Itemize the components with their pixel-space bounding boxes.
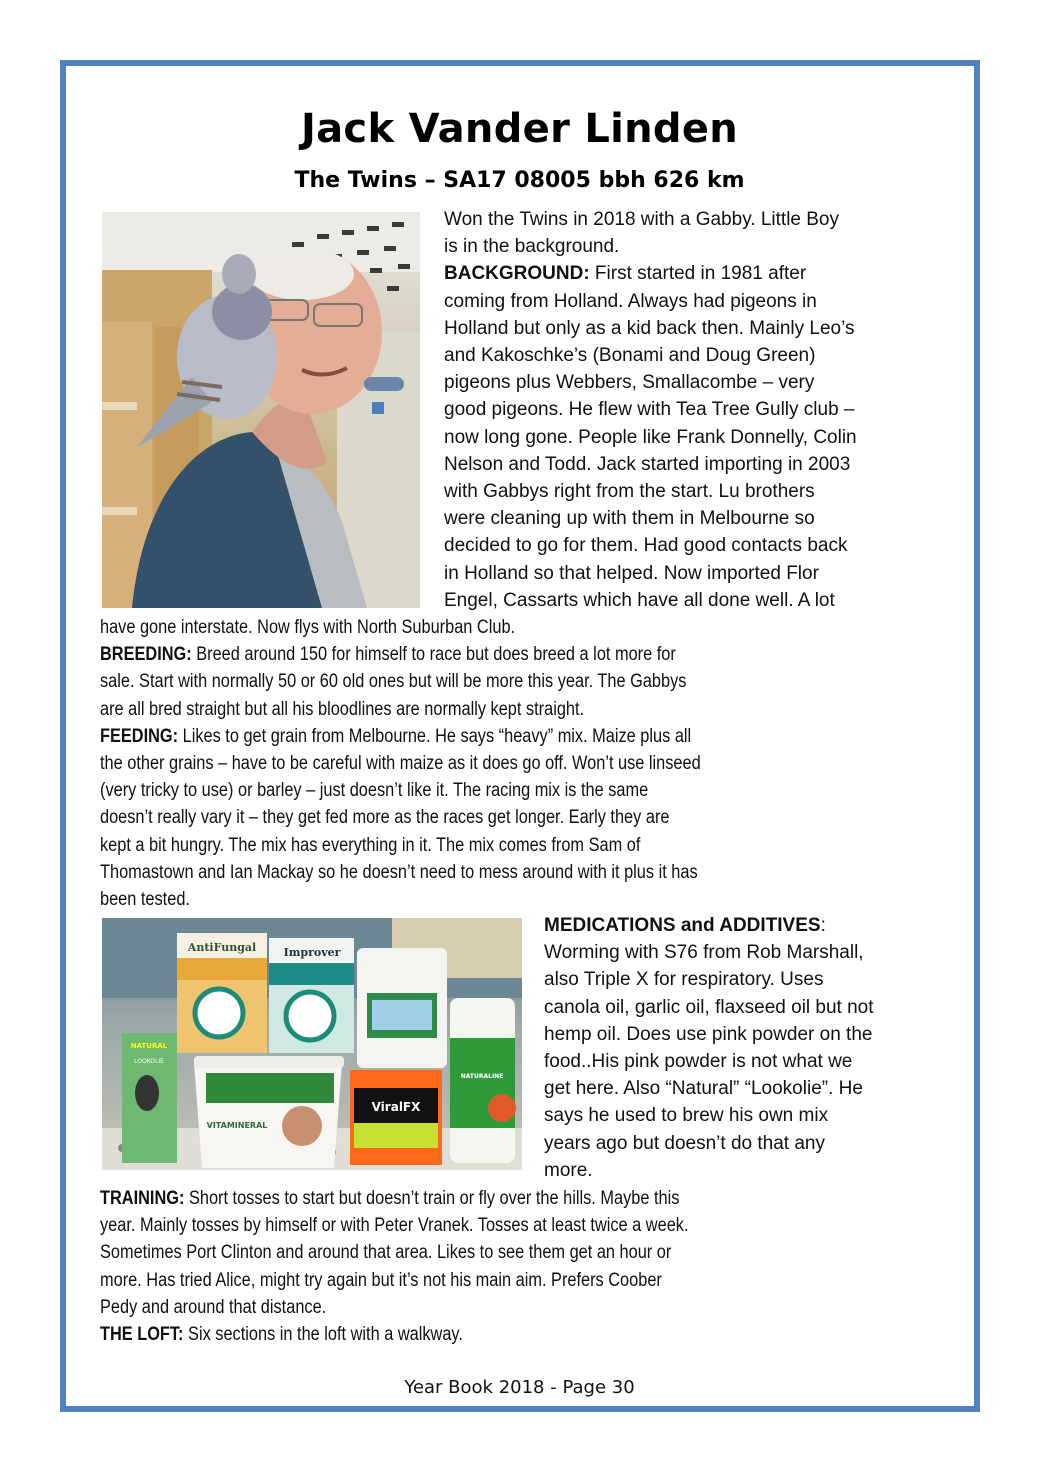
text-line: more. [544,1159,593,1181]
text-line: is in the background. [444,236,620,258]
text-line: pigeons plus Webbers, Smallacombe – very [444,372,815,394]
text-fragment: : [820,915,826,936]
text-fragment: Short tosses to start but doesn’t train or fly over the hills. Maybe this [184,1188,680,1209]
text-line: Sometimes Port Clinton and around that area. Likes to see them get an hour or [100,1242,672,1264]
product-label: NATURAL [130,1042,168,1050]
text-line: Nelson and Todd. Jack started importing in 2003 [444,453,851,475]
text-line: canola oil, garlic oil, flaxseed oil but not [544,996,874,1018]
full-width-text [100,1185,960,1348]
text-line: were cleaning up with them in Melbourne so [444,508,815,530]
section-heading-feeding: FEEDING: [100,725,179,747]
product-label: LOOKOLIE [134,1058,164,1065]
text-line: get here. Also “Natural” “Lookolie”. He [544,1078,863,1100]
product-label: ViralFX [371,1100,421,1114]
photo-man-with-pigeon-icon [102,212,420,608]
text-line: are all bred straight but all his bloodlines are normally kept straight. [100,698,585,720]
training-first-line [100,1185,960,1212]
text-line: in Holland so that helped. Now imported Flor [444,562,819,584]
text-line: kept a bit hungry. The mix has everything in it. The mix comes from Sam of [100,834,641,856]
text-line: doesn’t really vary it – they get fed more as the races get longer. Early they are [100,807,670,829]
text-fragment: First started in 1981 after [589,263,807,285]
page-footer: Year Book 2018 - Page 30 [404,1377,635,1398]
text-line: now long gone. People like Frank Donnelly, Colin [444,426,857,448]
text-line: Pedy and around that distance. [100,1296,327,1318]
full-width-text [100,614,960,913]
text-line: year. Mainly tosses by himself or with Peter Vranek. Tosses at least twice a week. [100,1215,689,1237]
text-line: Thomastown and Ian Mackay so he doesn’t need to mess around with it plus it has [100,861,698,883]
text-line: Worming with S76 from Rob Marshall, [544,942,864,964]
text-line: (very tricky to use) or barley – just doesn’t like it. The racing mix is the same [100,780,649,802]
text-line: Won the Twins in 2018 with a Gabby. Little Boy [444,209,840,230]
text-line: Engel, Cassarts which have all done well. A lot [444,589,835,611]
text-line: hemp oil. Does use pink powder on the [544,1023,873,1045]
text-line: been tested. [100,889,190,911]
full-width-section-2 [100,1185,1039,1348]
text-line: sale. Start with normally 50 or 60 old ones but will be more this year. The Gabbys [100,671,687,693]
text-line: food..His pink powder is not what we [544,1051,853,1073]
text-line: good pigeons. He flew with Tea Tree Gully club – [444,399,855,421]
product-label: AntiFungal [187,941,257,954]
text-line: years ago but doesn’t do that any [544,1132,825,1154]
intro-paragraph [444,206,954,614]
section-heading-medications: MEDICATIONS and ADDITIVES [544,915,821,936]
medications-paragraph [544,912,954,1184]
background-first-line [444,260,954,287]
full-width-section-1 [100,614,1039,913]
text-line: says he used to brew his own mix [544,1105,829,1127]
text-fragment: Six sections in the loft with a walkway. [183,1324,463,1346]
product-label: Improver [283,946,341,959]
page-title: Jack Vander Linden [300,106,739,152]
text-line: have gone interstate. Now flys with North Suburban Club. [100,617,516,638]
section-heading-training: TRAINING: [100,1188,185,1209]
text-line: more. Has tried Alice, might try again but it’s not his main aim. Prefers Coober [100,1269,662,1291]
text-line: the other grains – have to be careful with maize as it does go off. Won’t use linseed [100,753,701,775]
text-line: with Gabbys right from the start. Lu brothers [444,481,815,503]
text-line: decided to go for them. Had good contacts back [444,535,848,557]
breeding-first-line [100,641,960,668]
page-subtitle: The Twins – SA17 08005 bbh 626 km [294,168,745,193]
text-line: also Triple X for respiratory. Uses [544,969,824,991]
loft-line [100,1321,960,1348]
feeding-first-line [100,723,960,750]
product-label: NATURALINE [460,1073,504,1080]
text-fragment: Breed around 150 for himself to race but does breed a lot more for [191,644,676,666]
section-heading-background: BACKGROUND: [444,263,590,285]
section-heading-loft: THE LOFT: [100,1324,184,1346]
product-label: VITAMINERAL [206,1121,268,1130]
text-line: coming from Holland. Always had pigeons in [444,290,817,312]
text-line: Holland but only as a kid back then. Mainly Leo’s [444,317,855,339]
medications-heading-line [544,912,954,939]
section-heading-breeding: BREEDING: [100,644,192,666]
photo-pigeon-products-icon [102,918,522,1170]
text-fragment: Likes to get grain from Melbourne. He says “heavy” mix. Maize plus all [178,725,692,747]
text-line: and Kakoschke’s (Bonami and Doug Green) [444,345,816,367]
